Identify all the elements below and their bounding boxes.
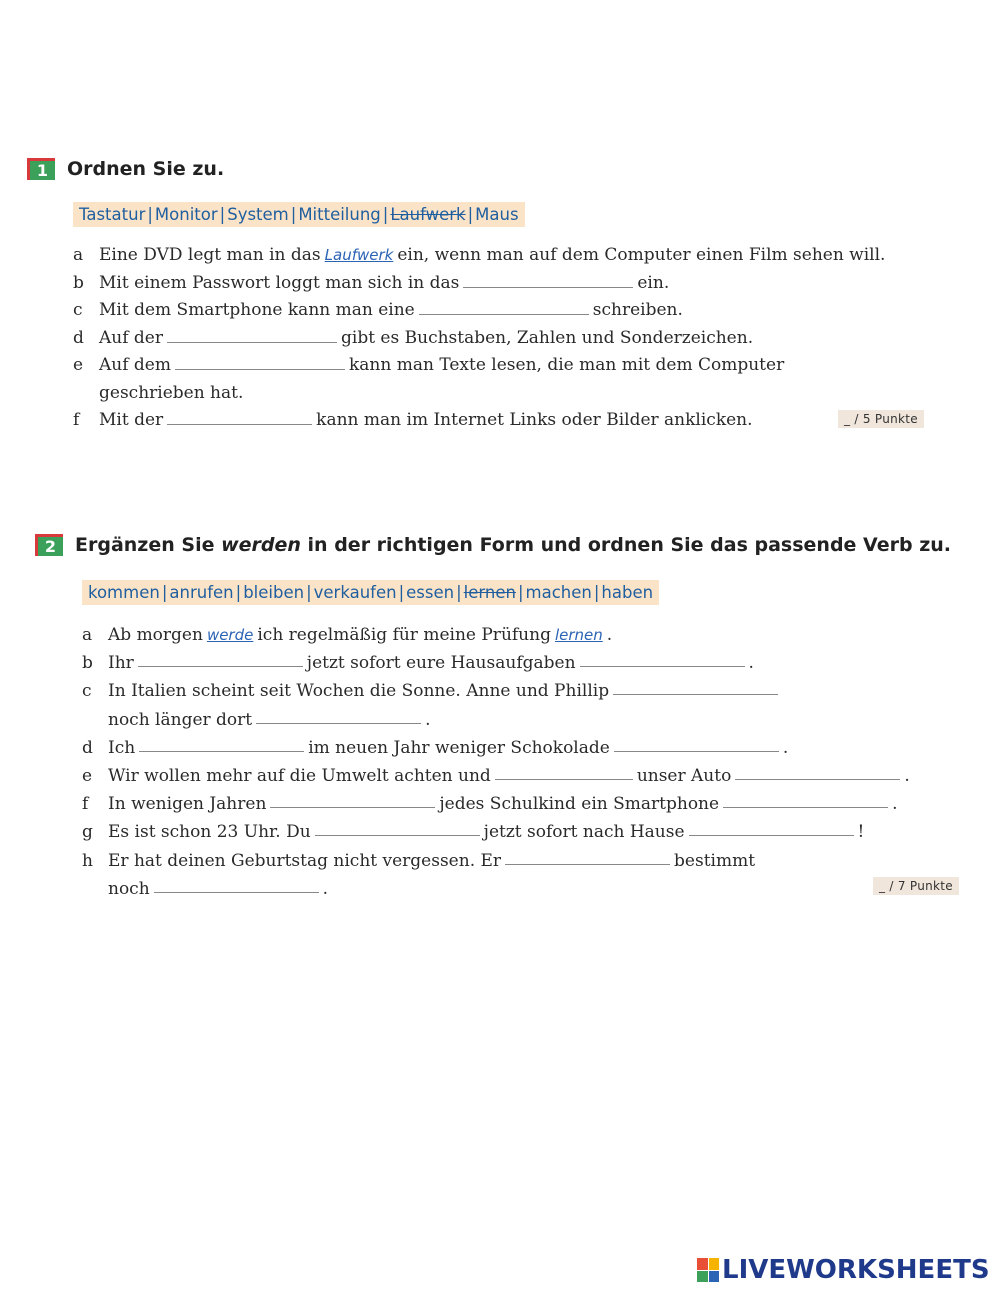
item-c: c Mit dem Smartphone kann man eine schreiben.: [73, 297, 885, 325]
item-d: d Auf der gibt es Buchstaben, Zahlen und Sonderzeichen.: [73, 325, 885, 353]
exercise-2-header: [35, 534, 951, 556]
exercise-1-header: [27, 158, 224, 180]
word: verkaufen: [313, 583, 397, 602]
example-answer: Laufwerk: [324, 246, 394, 264]
answer-blank[interactable]: [270, 790, 435, 808]
answer-blank[interactable]: [614, 734, 779, 752]
item-c: c In Italien scheint seit Wochen die Sonne. Anne und Phillip: [82, 677, 910, 705]
word: Monitor: [154, 205, 218, 224]
word: Tastatur: [79, 205, 146, 224]
points-badge: _ / 5 Punkte: [838, 410, 924, 428]
answer-blank[interactable]: [419, 297, 589, 315]
word: machen: [525, 583, 592, 602]
word: anrufen: [169, 583, 234, 602]
answer-blank[interactable]: [167, 407, 312, 425]
answer-blank[interactable]: [723, 790, 888, 808]
item-e: e Auf dem kann man Texte lesen, die man mit dem Computer: [73, 352, 885, 380]
item-g: g Es ist schon 23 Uhr. Du jetzt sofort nach Hause !: [82, 818, 910, 846]
answer-blank[interactable]: [154, 875, 319, 893]
answer-blank[interactable]: [580, 649, 745, 667]
answer-blank[interactable]: [167, 325, 337, 343]
item-f: f Mit der kann man im Internet Links oder Bilder anklicken.: [73, 407, 885, 435]
word: Maus: [475, 205, 519, 224]
word: kommen: [88, 583, 160, 602]
item-a: a Eine DVD legt man in das Laufwerk ein, wenn man auf dem Computer einen Film sehen will.: [73, 242, 885, 270]
word: System: [227, 205, 289, 224]
word-used: Laufwerk: [390, 205, 466, 224]
item-c-continuation: noch länger dort .: [82, 706, 910, 734]
word-bank: kommen | anrufen | bleiben | verkaufen | essen | lernen | machen | haben: [82, 580, 659, 605]
exercise-number: 2: [35, 534, 63, 556]
answer-blank[interactable]: [505, 847, 670, 865]
item-e-continuation: geschrieben hat.: [99, 382, 244, 403]
answer-blank[interactable]: [138, 649, 303, 667]
points-badge: _ / 7 Punkte: [873, 877, 959, 895]
logo-mark-icon: [697, 1258, 719, 1282]
item-a: a Ab morgen werde ich regelmäßig für meine Prüfung lernen .: [82, 621, 910, 649]
item-e: e Wir wollen mehr auf die Umwelt achten und unser Auto .: [82, 762, 910, 790]
answer-blank[interactable]: [613, 677, 778, 695]
answer-blank[interactable]: [735, 762, 900, 780]
answer-blank[interactable]: [689, 818, 854, 836]
item-b: b Ihr jetzt sofort eure Hausaufgaben .: [82, 649, 910, 677]
word: Mitteilung: [298, 205, 381, 224]
item-b: b Mit einem Passwort loggt man sich in das ein.: [73, 270, 885, 298]
answer-blank[interactable]: [315, 818, 480, 836]
exercise-number: 1: [27, 158, 55, 180]
answer-blank[interactable]: [139, 734, 304, 752]
answer-blank[interactable]: [256, 706, 421, 724]
word-used: lernen: [463, 583, 516, 602]
item-f: f In wenigen Jahren jedes Schulkind ein Smartphone .: [82, 790, 910, 818]
item-h-continuation: noch .: [82, 875, 910, 903]
exercise-2-items: [82, 621, 910, 903]
exercise-title: Ergänzen Sie werden in der richtigen Form und ordnen Sie das passende Verb zu.: [75, 534, 951, 556]
word: bleiben: [243, 583, 305, 602]
liveworksheets-logo: [697, 1255, 990, 1285]
answer-blank[interactable]: [175, 352, 345, 370]
item-d: d Ich im neuen Jahr weniger Schokolade .: [82, 734, 910, 762]
item-h: h Er hat deinen Geburtstag nicht vergessen. Er bestimmt: [82, 847, 910, 875]
example-answer: werde: [206, 626, 254, 644]
word-bank: Tastatur | Monitor | System | Mitteilung | Laufwerk | Maus: [73, 202, 525, 227]
answer-blank[interactable]: [495, 762, 633, 780]
exercise-title: Ordnen Sie zu.: [67, 158, 225, 180]
example-answer: lernen: [554, 626, 603, 644]
logo-text: LIVEWORKSHEETS: [722, 1255, 990, 1285]
word: essen: [406, 583, 455, 602]
word: haben: [601, 583, 654, 602]
answer-blank[interactable]: [463, 270, 633, 288]
exercise-1-items: [73, 242, 885, 435]
